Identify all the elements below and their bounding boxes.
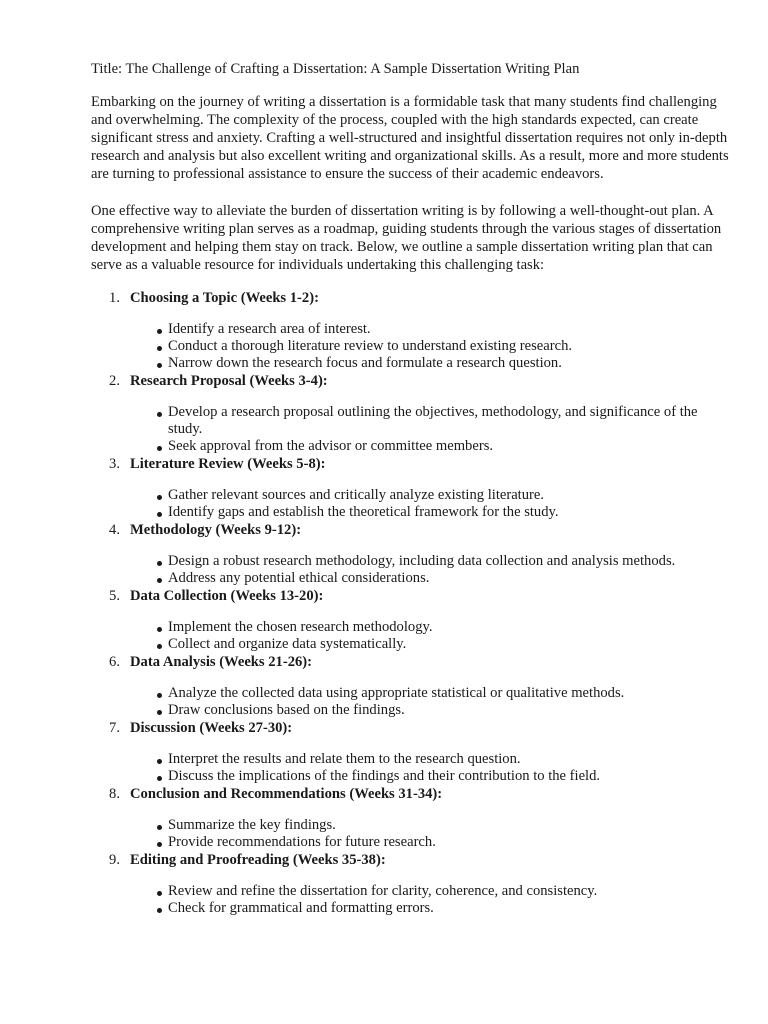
intro-paragraph: Embarking on the journey of writing a dissertation is a formidable task that many students find challenging and overwhelming. The complexity of the process, coupled with the high standards expected, can create significant stress and anxiety. Crafting a well-structured and insightful dissertation requires not only in-depth research and analysis but also excellent writing and organizational skills. As a result, more and more students are turning to professional assistance to ensure the success of their academic endeavors.	[91, 94, 729, 182]
bullet-text: Discuss the implications of the findings and their contribution to the field.	[168, 768, 601, 784]
bullet-text: Conduct a thorough literature review to understand existing research.	[168, 338, 573, 354]
bullet-text: Identify a research area of interest.	[168, 321, 371, 337]
bullet-icon	[157, 495, 162, 500]
step-heading: Data Analysis (Weeks 21-26):	[130, 654, 313, 670]
list-item	[168, 751, 731, 768]
bullet-icon	[157, 346, 162, 351]
bullet-icon	[157, 644, 162, 649]
bullet-icon	[157, 363, 162, 368]
list-item	[168, 768, 731, 785]
step-bullet-list	[130, 751, 731, 785]
list-item	[168, 487, 731, 504]
bullet-icon	[157, 693, 162, 698]
plan-step	[91, 289, 731, 372]
list-item	[168, 355, 731, 372]
bullet-text: Implement the chosen research methodology.	[168, 619, 433, 635]
list-item	[168, 338, 731, 355]
step-heading: Choosing a Topic (Weeks 1-2):	[130, 290, 319, 306]
bullet-text: Review and refine the dissertation for clarity, coherence, and consistency.	[168, 883, 598, 899]
plan-step	[91, 653, 731, 719]
plan-step	[91, 785, 731, 851]
list-item	[168, 619, 731, 636]
step-heading: Conclusion and Recommendations (Weeks 31-34):	[130, 786, 443, 802]
step-heading: Methodology (Weeks 9-12):	[130, 522, 302, 538]
bullet-text: Collect and organize data systematically.	[168, 636, 407, 652]
step-bullet-list	[130, 883, 731, 917]
bullet-icon	[157, 329, 162, 334]
plan-step	[91, 587, 731, 653]
bullet-text: Interpret the results and relate them to the research question.	[168, 751, 521, 767]
list-item	[168, 570, 731, 587]
step-number: 2.	[109, 373, 120, 389]
list-item	[168, 404, 731, 438]
step-bullet-list	[130, 817, 731, 851]
bullet-text: Gather relevant sources and critically analyze existing literature.	[168, 487, 545, 503]
bullet-icon	[157, 825, 162, 830]
step-number: 7.	[109, 720, 120, 736]
list-item	[168, 883, 731, 900]
step-number: 4.	[109, 522, 120, 538]
bullet-icon	[157, 908, 162, 913]
bullet-icon	[157, 512, 162, 517]
step-bullet-list	[130, 619, 731, 653]
list-item	[168, 504, 731, 521]
step-number: 8.	[109, 786, 120, 802]
bullet-text: Summarize the key findings.	[168, 817, 336, 833]
bullet-icon	[157, 776, 162, 781]
bullet-icon	[157, 578, 162, 583]
list-item	[168, 900, 731, 917]
step-heading: Research Proposal (Weeks 3-4):	[130, 373, 328, 389]
step-bullet-list	[130, 404, 731, 455]
bullet-icon	[157, 627, 162, 632]
bullet-icon	[157, 412, 162, 417]
bullet-text: Seek approval from the advisor or committee members.	[168, 438, 494, 454]
step-number: 3.	[109, 456, 120, 472]
plan-paragraph: One effective way to alleviate the burden of dissertation writing is by following a well-thought-out plan. A comprehensive writing plan serves as a roadmap, guiding students through the various stages of dissertation development and helping them stay on track. Below, we outline a sample dissertation writing plan that can serve as a valuable resource for individuals undertaking this challenging task:	[91, 203, 722, 273]
list-item	[168, 438, 731, 455]
bullet-text: Address any potential ethical considerations.	[168, 570, 430, 586]
step-number: 5.	[109, 588, 120, 604]
step-number: 9.	[109, 852, 120, 868]
plan-step	[91, 851, 731, 917]
bullet-text: Provide recommendations for future research.	[168, 834, 436, 850]
step-number: 1.	[109, 290, 120, 306]
list-item	[168, 817, 731, 834]
plan-step	[91, 719, 731, 785]
document-title: Title: The Challenge of Crafting a Dissertation: A Sample Dissertation Writing Plan	[91, 61, 580, 77]
bullet-text: Analyze the collected data using appropriate statistical or qualitative methods.	[168, 685, 625, 701]
step-number: 6.	[109, 654, 120, 670]
bullet-text: Develop a research proposal outlining the objectives, methodology, and significance of the study.	[168, 404, 698, 437]
bullet-icon	[157, 759, 162, 764]
step-bullet-list	[130, 685, 731, 719]
step-heading: Data Collection (Weeks 13-20):	[130, 588, 324, 604]
bullet-text: Check for grammatical and formatting errors.	[168, 900, 434, 916]
bullet-icon	[157, 891, 162, 896]
bullet-text: Design a robust research methodology, including data collection and analysis methods.	[168, 553, 676, 569]
bullet-icon	[157, 842, 162, 847]
plan-step	[91, 372, 731, 455]
plan-step	[91, 521, 731, 587]
bullet-icon	[157, 710, 162, 715]
step-heading: Literature Review (Weeks 5-8):	[130, 456, 326, 472]
list-item	[168, 636, 731, 653]
list-item	[168, 321, 731, 338]
bullet-text: Narrow down the research focus and formulate a research question.	[168, 355, 562, 371]
bullet-text: Draw conclusions based on the findings.	[168, 702, 405, 718]
step-bullet-list	[130, 321, 731, 372]
list-item	[168, 553, 731, 570]
step-heading: Editing and Proofreading (Weeks 35-38):	[130, 852, 386, 868]
list-item	[168, 685, 731, 702]
step-bullet-list	[130, 553, 731, 587]
plan-steps-list	[91, 289, 731, 917]
bullet-icon	[157, 561, 162, 566]
plan-step	[91, 455, 731, 521]
list-item	[168, 834, 731, 851]
document-page	[91, 60, 731, 917]
list-item	[168, 702, 731, 719]
bullet-text: Identify gaps and establish the theoretical framework for the study.	[168, 504, 559, 520]
bullet-icon	[157, 446, 162, 451]
step-heading: Discussion (Weeks 27-30):	[130, 720, 293, 736]
step-bullet-list	[130, 487, 731, 521]
